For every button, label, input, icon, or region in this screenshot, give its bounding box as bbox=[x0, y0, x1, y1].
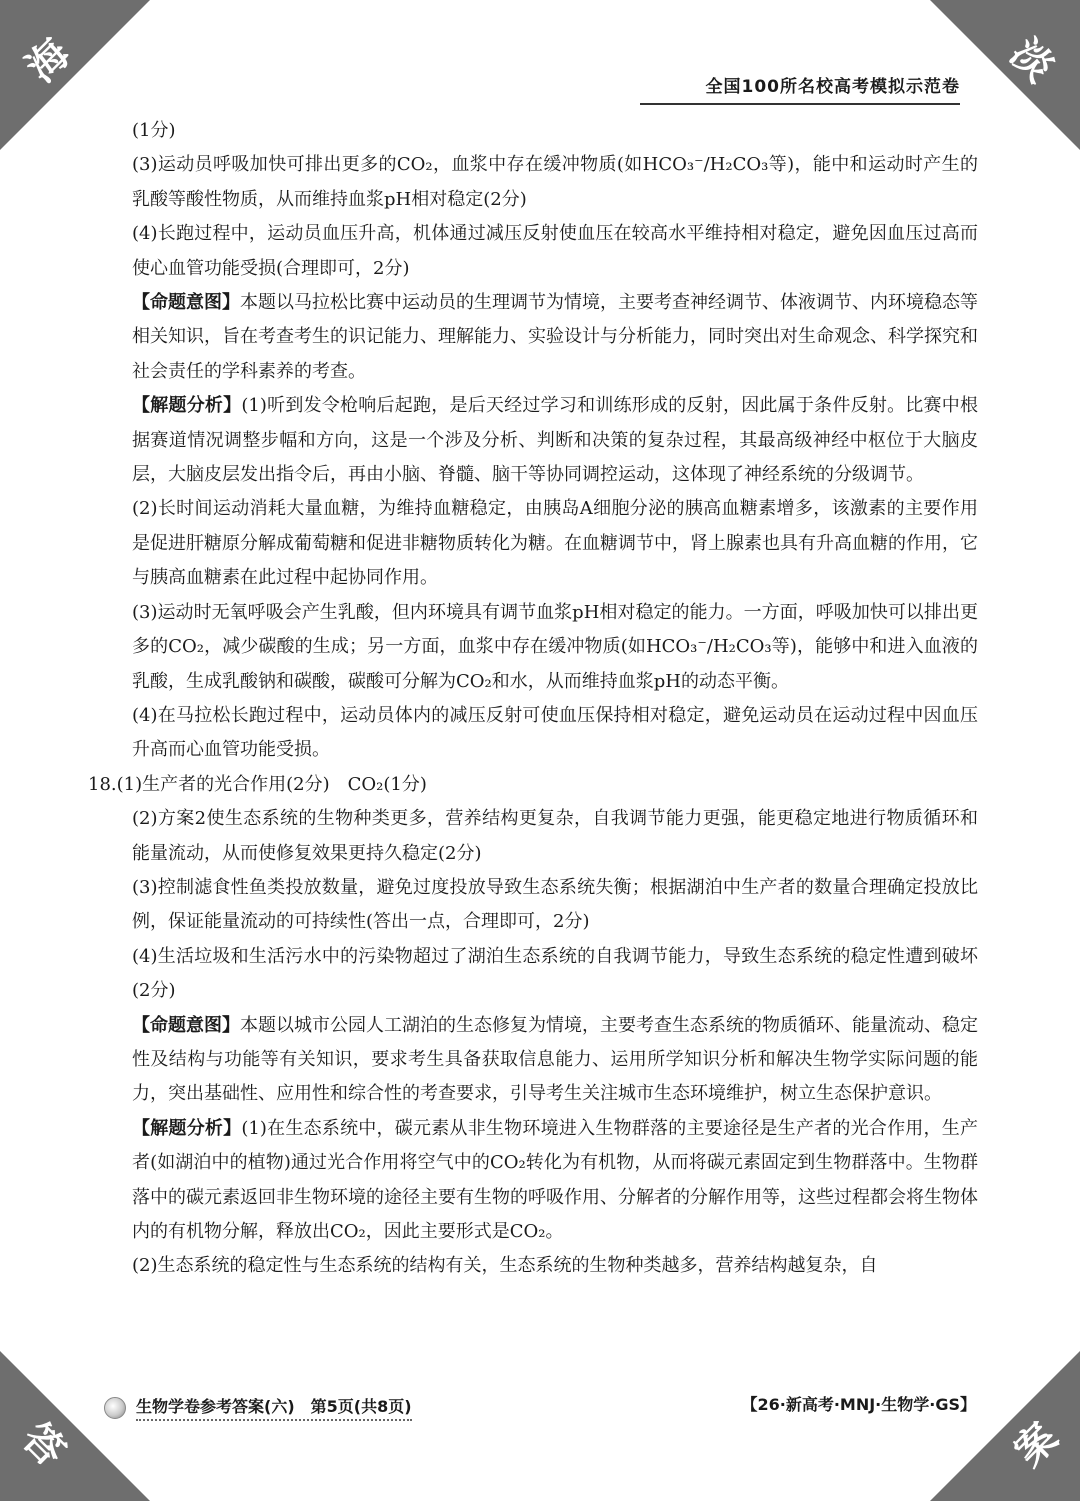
paragraph-text: (1)听到发令枪响后起跑，是后天经过学习和训练形成的反射，因此属于条件反射。比赛中根据赛道情况调整步幅和方向，这是一个涉及分析、判断和决策的复杂过程，其最高级神经中枢位于大脑皮层，大脑皮层发出指令后，再由小脑、脊髓、脑干等协同调控运动，这体现了神经系统的分级调节。 bbox=[132, 395, 978, 486]
paragraph-text: (1)在生态系统中，碳元素从非生物环境进入生物群落的主要途径是生产者的光合作用，生产者(如湖泊中的植物)通过光合作用将空气中的CO₂转化为有机物，从而将碳元素固定到生物群落中。生物群落中的碳元素返回非生物环境的途径主要有生物的呼吸作用、分解者的分解作用等，这些过程都会将生物体内的有机物分解，释放出CO₂，因此主要形式是CO₂。 bbox=[132, 1117, 978, 1242]
paragraph: (3)控制滤食性鱼类投放数量，避免过度投放导致生态系统失衡；根据湖泊中生产者的数量合理确定投放比例，保证能量流动的可持续性(答出一点，合理即可，2分) bbox=[132, 876, 978, 933]
corner-watermark-bottom-right bbox=[930, 1351, 1080, 1501]
corner-watermark-bottom-left bbox=[0, 1351, 150, 1501]
paragraph-text: 本题以马拉松比赛中运动员的生理调节为情境，主要考查神经调节、体液调节、内环境稳态等相关知识，旨在考查考生的识记能力、理解能力、实验设计与分析能力，同时突出对生命观念、科学探究和社会责任的学科素养的考查。 bbox=[132, 292, 978, 382]
paragraph bbox=[132, 286, 978, 389]
circle-icon bbox=[104, 1397, 126, 1419]
footer-page-info: 生物学卷参考答案(六) 第5页(共8页) bbox=[136, 1394, 412, 1421]
page-header-title: 全国100所名校高考模拟示范卷 bbox=[640, 72, 960, 105]
paragraph bbox=[132, 389, 978, 492]
corner-glyph: 淡 bbox=[1001, 30, 1062, 92]
section-label: 【命题意图】 bbox=[132, 1014, 240, 1036]
corner-glyph: 答 bbox=[13, 1414, 74, 1476]
page-footer-left bbox=[104, 1394, 412, 1421]
paragraph-text: 本题以城市公园人工湖泊的生态修复为情境，主要考查生态系统的物质循环、能量流动、稳定性及结构与功能等有关知识，要求考生具备获取信息能力、运用所学知识分析和解决生物学实际问题的能力，突出基础性、应用性和综合性的考查要求，引导考生关注城市生态环境维护，树立生态保护意识。 bbox=[132, 1014, 978, 1105]
page-footer-code: 【26·新高考·MNJ·生物学·GS】 bbox=[741, 1395, 976, 1414]
corner-glyph: 海 bbox=[18, 30, 79, 92]
paragraph: (3)运动员呼吸加快可排出更多的CO₂，血浆中存在缓冲物质(如HCO₃⁻/H₂CO₃等)，能中和运动时产生的乳酸等酸性物质，从而维持血浆pH相对稳定(2分) bbox=[132, 154, 978, 210]
paragraph: (4)在马拉松长跑过程中，运动员体内的减压反射可使血压保持相对稳定，避免运动员在运动过程中因血压升高而心血管功能受损。 bbox=[132, 704, 978, 761]
paragraph bbox=[132, 1112, 978, 1250]
paragraph bbox=[132, 1009, 978, 1112]
question-number-paragraph: 18.(1)生产者的光合作用(2分) CO₂(1分) bbox=[88, 773, 427, 795]
paragraph: (1分) bbox=[132, 120, 176, 141]
section-label: 【解题分析】 bbox=[132, 395, 242, 417]
section-label: 【解题分析】 bbox=[132, 1117, 242, 1139]
section-label: 【命题意图】 bbox=[132, 292, 240, 314]
corner-glyph: 案 bbox=[1006, 1414, 1067, 1476]
paragraph: (2)方案2使生态系统的生物种类更多，营养结构更复杂，自我调节能力更强，能更稳定地进行物质循环和能量流动，从而使修复效果更持久稳定(2分) bbox=[132, 808, 978, 864]
paragraph: (4)生活垃圾和生活污水中的污染物超过了湖泊生态系统的自我调节能力，导致生态系统的稳定性遭到破坏(2分) bbox=[132, 945, 978, 1002]
paragraph: (4)长跑过程中，运动员血压升高，机体通过减压反射使血压在较高水平维持相对稳定，避免因血压过高而使心血管功能受损(合理即可，2分) bbox=[132, 223, 978, 279]
answer-content bbox=[88, 114, 978, 1284]
paragraph: (2)生态系统的稳定性与生态系统的结构有关，生态系统的生物种类越多，营养结构越复杂，自 bbox=[132, 1255, 878, 1277]
paragraph: (3)运动时无氧呼吸会产生乳酸，但内环境具有调节血浆pH相对稳定的能力。一方面，呼吸加快可以排出更多的CO₂，减少碳酸的生成；另一方面，血浆中存在缓冲物质(如HCO₃⁻/H₂CO₃等)，能够中和进入血液的乳酸，生成乳酸钠和碳酸，碳酸可分解为CO₂和水，从而维持血浆pH的动态平衡。 bbox=[132, 601, 978, 692]
paragraph: (2)长时间运动消耗大量血糖，为维持血糖稳定，由胰岛A细胞分泌的胰高血糖素增多，该激素的主要作用是促进肝糖原分解成葡萄糖和促进非糖物质转化为糖。在血糖调节中，肾上腺素也具有升高血糖的作用，它与胰高血糖素在此过程中起协同作用。 bbox=[132, 498, 978, 589]
corner-watermark-top-left bbox=[0, 0, 150, 150]
